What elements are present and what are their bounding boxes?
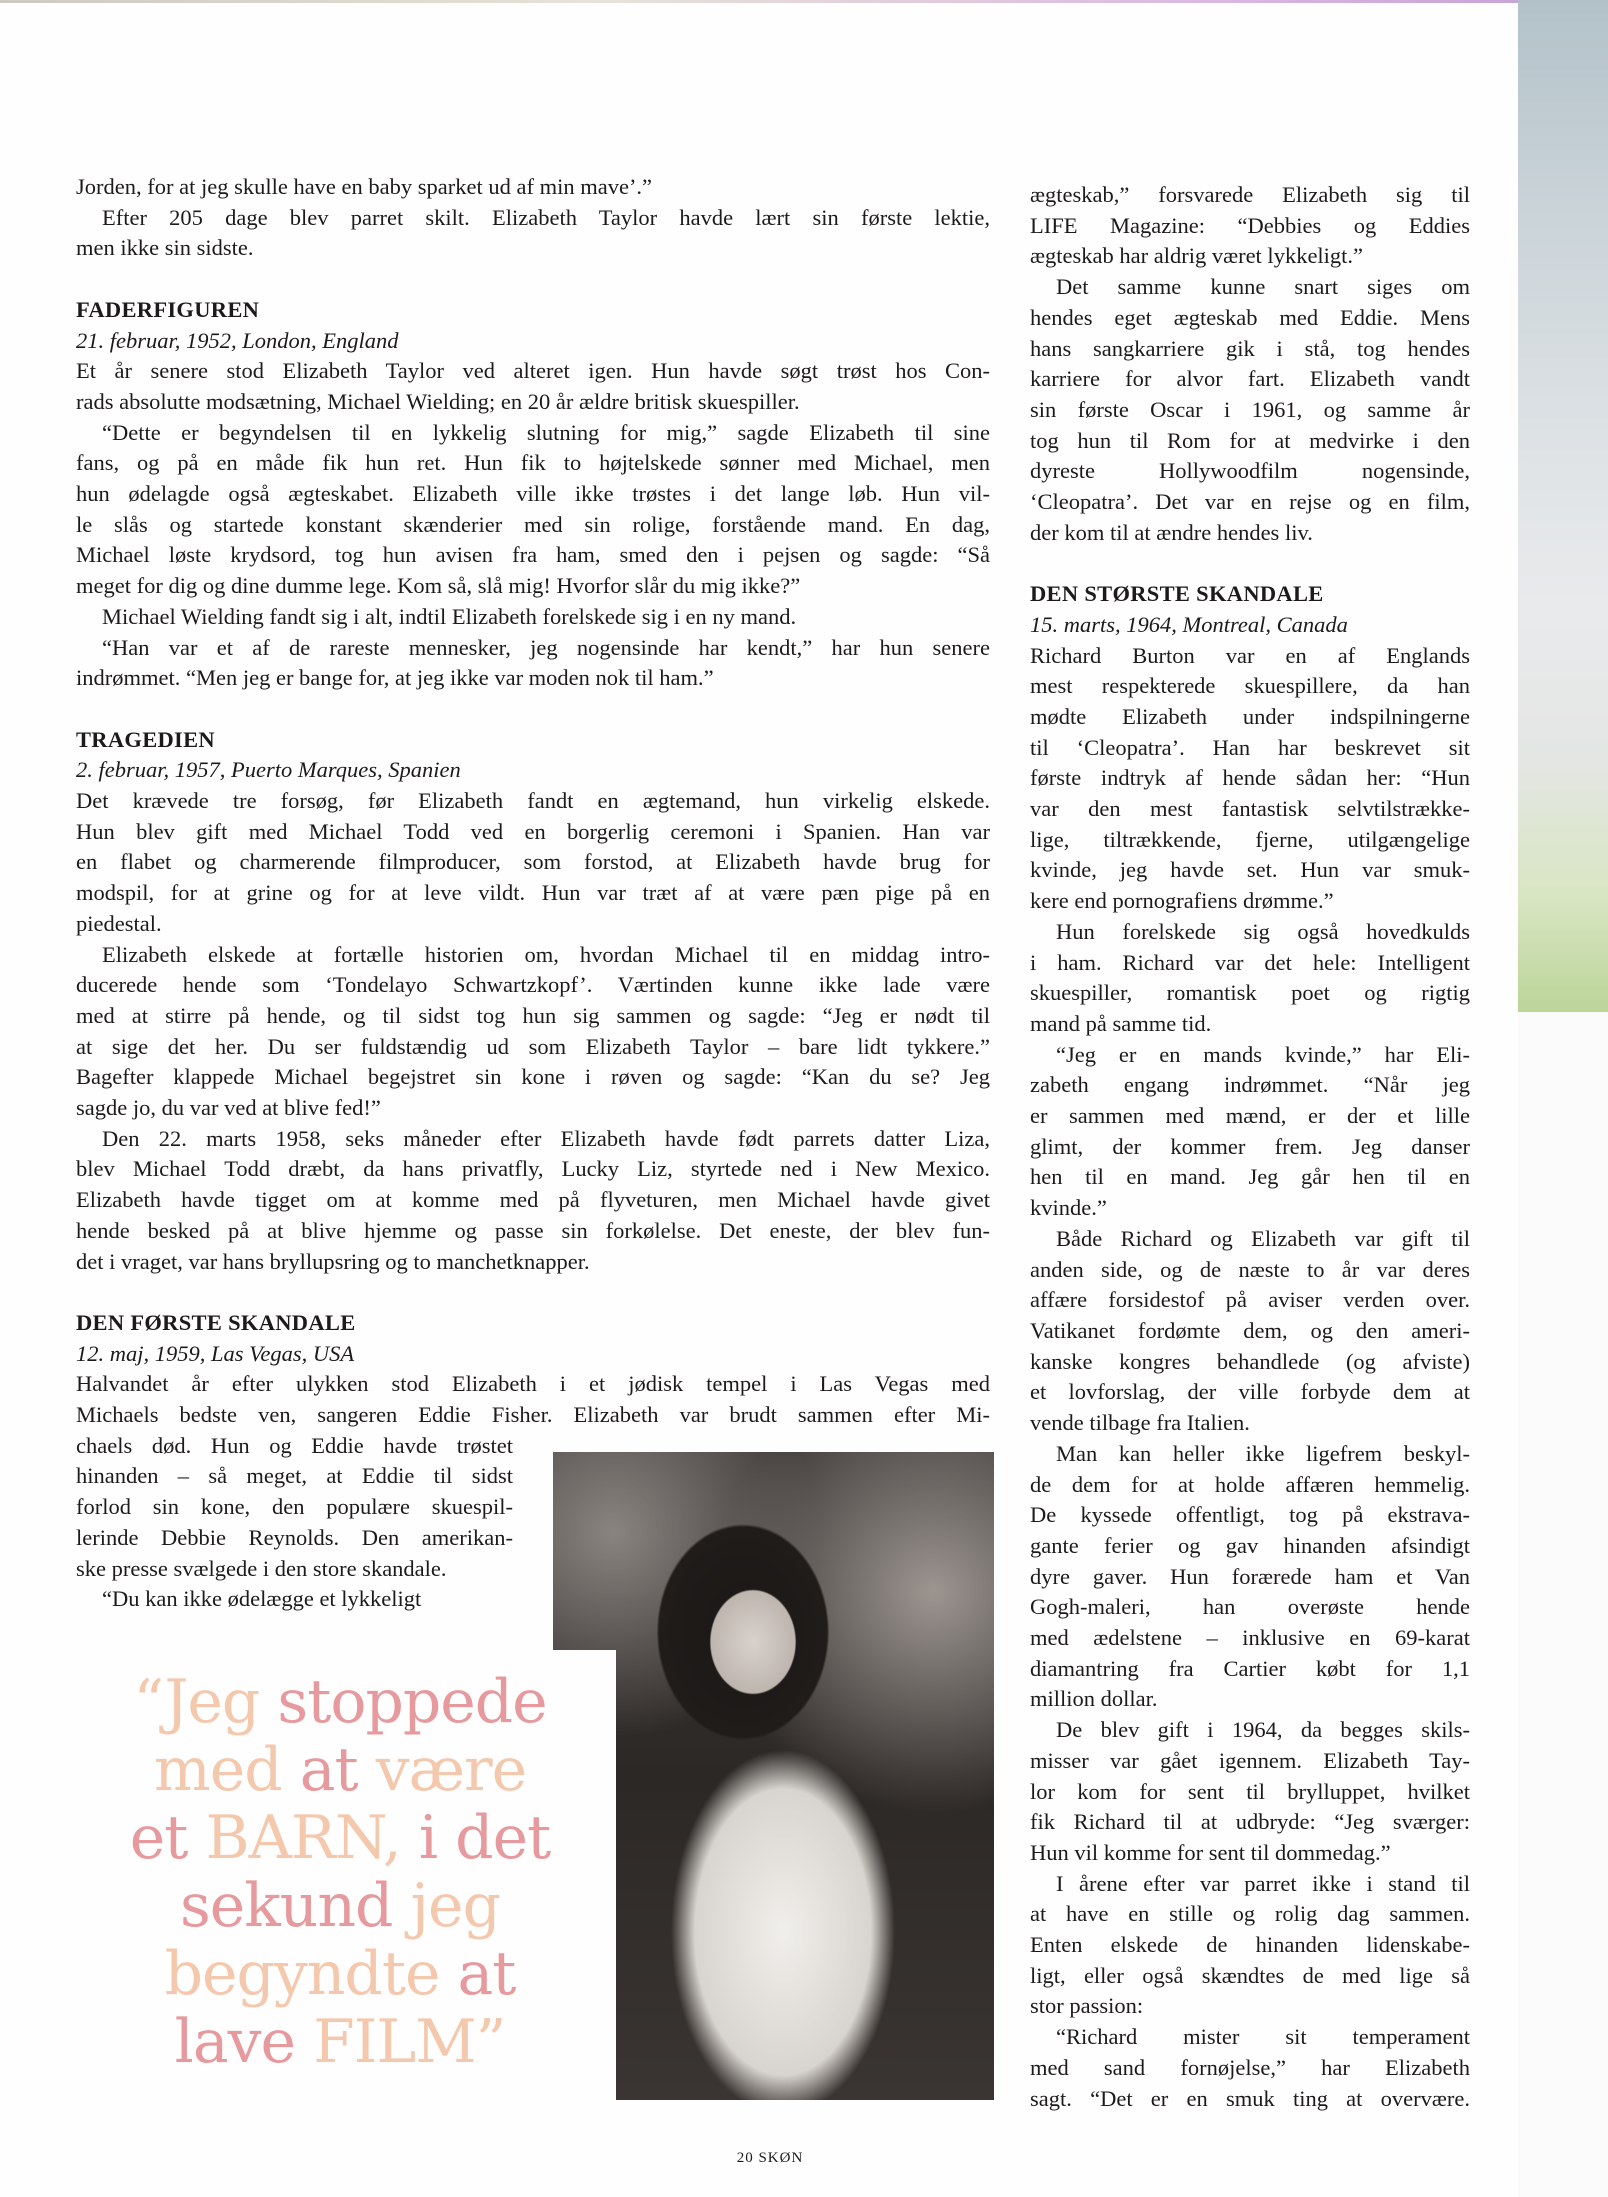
section-dateline: 12. maj, 1959, Las Vegas, USA <box>76 1340 355 1366</box>
page-number: 20 SKØN <box>736 2150 804 2166</box>
quote-word: Jeg <box>164 1667 260 1737</box>
quote-word: være <box>375 1735 527 1805</box>
quote-word: med <box>153 1735 282 1805</box>
text-line: glimt, der kommer frem. Jeg danser <box>1030 1133 1470 1159</box>
text-line: Et år senere stod Elizabeth Taylor ved alteret igen. Hun havde søgt trøst hos Con- <box>76 358 990 384</box>
page-margin <box>1518 1012 1608 2197</box>
paragraph <box>1030 1715 1470 1869</box>
paragraph <box>76 633 990 694</box>
quote-word: BARN, <box>205 1803 401 1873</box>
text-line: Michaels bedste ven, sangeren Eddie Fisher. Elizabeth var brudt sammen efter Mi- <box>76 1402 990 1428</box>
text-line: diamantring fra Cartier købt for 1,1 <box>1030 1655 1470 1681</box>
text-line: kvinde.” <box>1030 1195 1107 1221</box>
text-line: mest respekterede skuespillere, da han <box>1030 673 1470 699</box>
text-line: Michael Wielding fandt sig i alt, indtil Elizabeth forelskede sig i en ny mand. <box>102 603 797 629</box>
text-line: meget for dig og dine dumme lege. Kom så, slå mig! Hvorfor slår du mig ikke?” <box>76 573 801 599</box>
section-dateline: 15. marts, 1964, Montreal, Canada <box>1030 611 1348 637</box>
paragraph <box>76 1369 990 1430</box>
paragraph <box>76 786 990 940</box>
text-line: at have en stille og rolig dag sammen. <box>1030 1901 1470 1927</box>
text-line: sagde jo, du var ved at blive fed!” <box>76 1095 381 1121</box>
paragraph <box>1030 641 1470 917</box>
text-line: chaels død. Hun og Eddie havde trøstet <box>76 1432 513 1458</box>
paragraph <box>1030 272 1470 548</box>
left-column <box>76 172 990 1615</box>
text-line: hen til en mand. Jeg går hen til en <box>1030 1164 1470 1190</box>
paragraph <box>76 418 990 602</box>
text-line: en flabet og charmerende filmproducer, som forstod, at Elizabeth havde brug for <box>76 849 990 875</box>
text-line: Jorden, for at jeg skulle have en baby sparket ud af min mave’.” <box>76 174 653 199</box>
page-top-edge <box>0 0 1518 3</box>
text-line: I årene efter var parret ikke i stand til <box>1056 1870 1470 1896</box>
text-line: lige, tiltrækkende, fjerne, utilgængelige <box>1030 826 1470 852</box>
text-line: mødte Elizabeth under indspilningerne <box>1030 703 1470 729</box>
text-line: kanske kongres behandlede (og afviste) <box>1030 1348 1470 1374</box>
pull-quote-line <box>110 1872 570 1940</box>
text-line: de dem for at holde affæren hemmelig. <box>1030 1471 1470 1497</box>
text-line: til ‘Cleopatra’. Han har beskrevet sit <box>1030 734 1470 760</box>
paragraph <box>76 940 990 1124</box>
paragraph <box>76 1124 990 1278</box>
text-line: Efter 205 dage blev parret skilt. Elizabeth Taylor havde lært sin første lektie, <box>102 204 990 230</box>
paragraph <box>76 1431 513 1585</box>
pull-quote-line <box>110 1804 570 1872</box>
quote-word: et <box>129 1803 188 1873</box>
text-line: Bagefter klappede Michael begejstret sin kone i røven og sagde: “Kan du se? Jeg <box>76 1064 990 1090</box>
right-column <box>1030 180 1470 2114</box>
quote-word: i det <box>418 1803 551 1873</box>
pull-quote <box>110 1668 570 2076</box>
text-line: De kyssede offentligt, tog på ekstrava- <box>1030 1502 1470 1528</box>
text-line: ægteskab har aldrig været lykkeligt.” <box>1030 243 1364 269</box>
text-line: karriere for alvor fart. Elizabeth vandt <box>1030 366 1470 392</box>
photo-young-elizabeth-taylor <box>553 1452 994 2100</box>
paragraph <box>76 602 990 633</box>
text-line: ægteskab,” forsvarede Elizabeth sig til <box>1030 182 1470 207</box>
quote-word: FILM” <box>313 2007 506 2077</box>
paragraph <box>1030 1869 1470 2023</box>
adjacent-page-image-strip <box>1518 0 1608 1012</box>
text-line: modspil, for at grine og for at leve vildt. Hun var træt af at være pæn pige på en <box>76 880 990 906</box>
paragraph <box>76 356 990 417</box>
text-line: hinanden – så meget, at Eddie til sidst <box>76 1463 513 1489</box>
text-line: ligt, eller også skændtes de med lige så <box>1030 1962 1470 1988</box>
text-line: hun ødelagde også ægteskabet. Elizabeth ville ikke trøstes i det lange løb. Hun vil- <box>76 481 990 507</box>
text-line: at sige det her. Du ser fuldstændig ud som Elizabeth Taylor – bare lidt tykkere.” <box>76 1033 990 1059</box>
text-line: gante ferier og gav hinanden afsindigt <box>1030 1532 1470 1558</box>
text-line: er sammen med mænd, er der et lille <box>1030 1103 1470 1129</box>
text-line: Hun vil komme for sent til dommedag.” <box>1030 1839 1391 1865</box>
text-line: piedestal. <box>76 910 162 936</box>
quote-word: begyndte <box>164 1939 440 2009</box>
text-line: Den 22. marts 1958, seks måneder efter Elizabeth havde født parrets datter Liza, <box>102 1125 990 1151</box>
text-line: stor passion: <box>1030 1993 1144 2019</box>
text-line: Man kan heller ikke ligefrem beskyl- <box>1056 1440 1470 1466</box>
section-heading: FADERFIGUREN <box>76 296 260 322</box>
text-line: blev Michael Todd dræbt, da hans privatfly, Lucky Liz, styrtede ned i New Mexico. <box>76 1156 990 1182</box>
text-line: hans sangkarriere gik i stå, tog hendes <box>1030 335 1470 361</box>
text-line: ducerede hende som ‘Tondelayo Schwartzkopf’. Værtinden kunne ikke lade være <box>76 972 990 998</box>
text-line: men ikke sin sidste. <box>76 235 254 261</box>
section-dateline: 21. februar, 1952, London, England <box>76 327 399 353</box>
text-line: Elizabeth elskede at fortælle historien om, hvordan Michael til en middag intro- <box>102 941 990 967</box>
text-line: De blev gift i 1964, da begges skils- <box>1056 1717 1470 1743</box>
paragraph <box>1030 1224 1470 1439</box>
quote-mark: “ <box>133 1667 165 1737</box>
quote-word: sekund <box>180 1871 393 1941</box>
quote-word: at <box>299 1735 358 1805</box>
text-line: misser var gået igennem. Elizabeth Tay- <box>1030 1747 1470 1773</box>
text-line: indrømmet. “Men jeg er bange for, at jeg ikke var moden nok til ham.” <box>76 665 714 691</box>
text-line: med sand fornøjelse,” har Elizabeth <box>1030 2054 1470 2080</box>
text-line: med at stirre på hende, og til sidst tog hun sig sammen og sagde: “Jeg er nødt til <box>76 1002 990 1028</box>
text-line: dyreste Hollywoodfilm nogensinde, <box>1030 458 1470 484</box>
text-line: “Dette er begyndelsen til en lykkelig slutning for mig,” sagde Elizabeth til sine <box>102 419 990 445</box>
text-line: Vatikanet fordømte dem, og den ameri- <box>1030 1318 1470 1343</box>
text-line: Det krævede tre forsøg, før Elizabeth fandt en ægtemand, hun virkelig elskede. <box>76 788 990 814</box>
text-line: Gogh-maleri, han overøste hende <box>1030 1594 1470 1620</box>
pull-quote-line <box>110 2008 570 2076</box>
paragraph <box>1030 917 1470 1040</box>
text-line: rads absolutte modsætning, Michael Wielding; en 20 år ældre britisk skuespiller. <box>76 388 800 414</box>
text-line: hende besked på at blive hjemme og passe sin forkølelse. Det eneste, der blev fun- <box>76 1217 990 1243</box>
pull-quote-line <box>110 1940 570 2008</box>
text-line: million dollar. <box>1030 1686 1158 1712</box>
section-heading: DEN FØRSTE SKANDALE <box>76 1309 356 1335</box>
text-line: kvinde, jeg havde set. Hun var smuk- <box>1030 857 1470 883</box>
text-line: Halvandet år efter ulykken stod Elizabeth i et jødisk tempel i Las Vegas med <box>76 1371 990 1397</box>
pull-quote-line <box>110 1736 570 1804</box>
text-line: affære forsidestof på aviser verden over. <box>1030 1287 1470 1313</box>
text-line: Det samme kunne snart siges om <box>1056 274 1470 300</box>
text-line: dyre gaver. Hun forærede ham et Van <box>1030 1563 1470 1589</box>
quote-word: stoppede <box>277 1667 547 1737</box>
text-line: tog hun til Rom for at medvirke i den <box>1030 427 1470 453</box>
text-line: “Du kan ikke ødelægge et lykkeligt <box>102 1586 422 1612</box>
text-line: Både Richard og Elizabeth var gift til <box>1056 1225 1470 1251</box>
paragraph <box>1030 1439 1470 1715</box>
text-line: fans, og på en måde fik hun ret. Hun fik to højtelskede sønner med Michael, men <box>76 450 990 476</box>
text-line: skuespiller, romantisk poet og rigtig <box>1030 980 1470 1006</box>
paragraph <box>76 1584 513 1615</box>
text-line: anden side, og de næste to år var deres <box>1030 1256 1470 1282</box>
text-line: lor kom for sent til brylluppet, hvilket <box>1030 1778 1470 1804</box>
text-line: LIFE Magazine: “Debbies og Eddies <box>1030 212 1470 238</box>
paragraph <box>76 203 990 264</box>
text-line: sagt. “Det er en smuk ting at overvære. <box>1030 2085 1470 2111</box>
text-line: lerinde Debbie Reynolds. Den amerikan- <box>76 1524 513 1550</box>
text-line: Elizabeth havde tigget om at komme med på flyveturen, men Michael havde givet <box>76 1187 990 1213</box>
text-line: “Jeg er en mands kvinde,” har Eli- <box>1056 1041 1470 1067</box>
section-heading: DEN STØRSTE SKANDALE <box>1030 581 1324 607</box>
text-line: Enten elskede de hinanden lidenskabe- <box>1030 1932 1470 1958</box>
text-line: Hun blev gift med Michael Todd ved en borgerlig ceremoni i Spanien. Han var <box>76 818 990 844</box>
quote-word: at <box>457 1939 516 2009</box>
text-line: ‘Cleopatra’. Det var en rejse og en film, <box>1030 489 1470 515</box>
quote-word: jeg <box>410 1871 500 1941</box>
text-line: Michael løste krydsord, tog hun avisen fra ham, smed den i pejsen og sagde: “Så <box>76 542 990 568</box>
paragraph <box>1030 1040 1470 1224</box>
text-line: det i vraget, var hans bryllupsring og to manchetknapper. <box>76 1248 590 1274</box>
text-line: “Richard mister sit temperament <box>1056 2024 1470 2050</box>
text-line: mand på samme tid. <box>1030 1010 1212 1036</box>
text-line: hendes eget ægteskab med Eddie. Mens <box>1030 304 1470 330</box>
text-line: Hun forelskede sig også hovedkulds <box>1056 918 1470 944</box>
text-line: med ædelstene – inklusive en 69-karat <box>1030 1625 1470 1651</box>
paragraph <box>1030 2022 1470 2114</box>
section-dateline: 2. februar, 1957, Puerto Marques, Spanien <box>76 757 461 783</box>
text-line: var den mest fantastisk selvtilstrække- <box>1030 796 1470 822</box>
text-line: første indtryk af hende sådan her: “Hun <box>1030 765 1470 791</box>
text-line: ske presse svælgede i den store skandale. <box>76 1555 447 1581</box>
pull-quote-line <box>110 1668 570 1736</box>
text-line: fik Richard til at udbryde: “Jeg sværger: <box>1030 1809 1470 1835</box>
text-line: zabeth engang indrømmet. “Når jeg <box>1030 1072 1470 1098</box>
text-line: et lovforslag, der ville forbyde dem at <box>1030 1379 1470 1405</box>
text-line: “Han var et af de rareste mennesker, jeg nogensinde har kendt,” har hun senere <box>102 634 990 660</box>
paragraph <box>76 172 990 203</box>
text-line: kere end pornografiens drømme.” <box>1030 888 1334 914</box>
quote-word: lave <box>174 2007 295 2077</box>
text-line: Richard Burton var en af Englands <box>1030 642 1470 668</box>
text-line: forlod sin kone, den populære skuespil- <box>76 1494 513 1520</box>
text-line: sin første Oscar i 1961, og samme år <box>1030 396 1470 422</box>
text-line: le slås og startede konstant skænderier med sin rolige, forstående mand. En dag, <box>76 511 990 537</box>
paragraph <box>1030 180 1470 272</box>
text-line: der kom til at ændre hendes liv. <box>1030 519 1313 545</box>
text-line: i ham. Richard var det hele: Intelligent <box>1030 949 1470 975</box>
text-line: vende tilbage fra Italien. <box>1030 1410 1250 1436</box>
section-heading: TRAGEDIEN <box>76 726 215 752</box>
